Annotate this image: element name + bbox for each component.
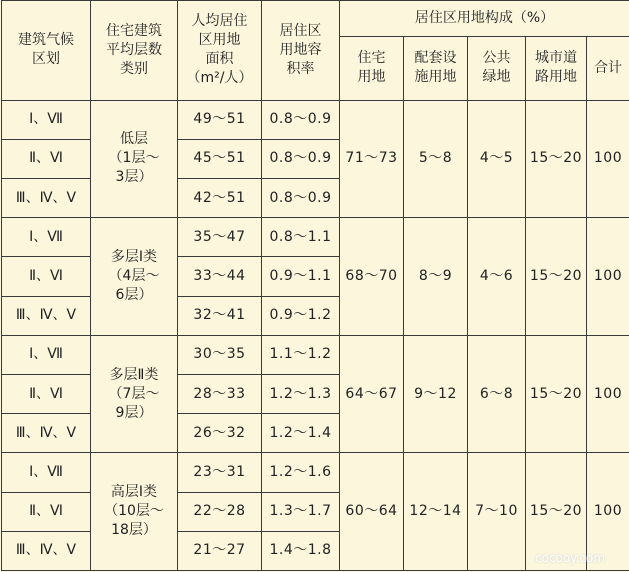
header-category: 住宅建筑 平均层数 类别 — [91, 1, 178, 101]
far-cell: 1.3～1.7 — [262, 492, 340, 531]
residential-cell: 60～64 — [340, 453, 404, 571]
area-cell: 33～44 — [178, 257, 262, 296]
far-cell: 1.1～1.2 — [262, 335, 340, 374]
area-cell: 35～47 — [178, 218, 262, 257]
header-green: 公共 绿地 — [468, 37, 526, 100]
category-cell: 多层Ⅰ类 （4层～ 6层） — [91, 218, 178, 336]
zone-cell: Ⅱ、Ⅵ — [2, 374, 91, 413]
area-cell: 23～31 — [178, 453, 262, 492]
header-facility: 配套设 施用地 — [404, 37, 468, 100]
zone-cell: Ⅱ、Ⅵ — [2, 139, 91, 178]
green-cell: 4～6 — [468, 218, 526, 336]
facility-cell: 5～8 — [404, 100, 468, 218]
header-road: 城市道 路用地 — [526, 37, 587, 100]
table-row — [2, 218, 629, 257]
road-cell: 15～20 — [526, 218, 587, 336]
header-row-1 — [2, 1, 629, 37]
area-cell: 28～33 — [178, 374, 262, 413]
residential-cell: 71～73 — [340, 100, 404, 218]
category-cell: 多层Ⅱ类 （7层～ 9层） — [91, 335, 178, 453]
far-cell: 1.2～1.4 — [262, 414, 340, 453]
far-cell: 1.2～1.3 — [262, 374, 340, 413]
green-cell: 7～10 — [468, 453, 526, 571]
zone-cell: Ⅰ、Ⅶ — [2, 100, 91, 139]
facility-cell: 8～9 — [404, 218, 468, 336]
far-cell: 0.9～1.1 — [262, 257, 340, 296]
header-total: 合计 — [587, 37, 629, 100]
facility-cell: 9～12 — [404, 335, 468, 453]
zone-cell: Ⅲ、Ⅳ、Ⅴ — [2, 178, 91, 217]
zone-cell: Ⅱ、Ⅵ — [2, 257, 91, 296]
area-cell: 21～27 — [178, 531, 262, 570]
zone-cell: Ⅱ、Ⅵ — [2, 492, 91, 531]
far-cell: 1.4～1.8 — [262, 531, 340, 570]
zone-cell: Ⅰ、Ⅶ — [2, 335, 91, 374]
header-per-capita-area: 人均居住 区用地 面积 （m²/人） — [178, 1, 262, 101]
table-row — [2, 453, 629, 492]
total-cell: 100 — [587, 335, 629, 453]
green-cell: 6～8 — [468, 335, 526, 453]
header-residential: 住宅 用地 — [340, 37, 404, 100]
area-cell: 30～35 — [178, 335, 262, 374]
zone-cell: Ⅲ、Ⅳ、Ⅴ — [2, 296, 91, 335]
header-climate-zone: 建筑气候 区划 — [2, 1, 91, 101]
area-cell: 26～32 — [178, 414, 262, 453]
road-cell: 15～20 — [526, 100, 587, 218]
area-cell: 32～41 — [178, 296, 262, 335]
far-cell: 0.8～0.9 — [262, 139, 340, 178]
area-cell: 45～51 — [178, 139, 262, 178]
category-cell: 高层Ⅰ类 （10层～ 18层） — [91, 453, 178, 571]
zone-cell: Ⅰ、Ⅶ — [2, 218, 91, 257]
category-cell: 低层 （1层～ 3层） — [91, 100, 178, 218]
road-cell: 15～20 — [526, 335, 587, 453]
header-composition-title: 居住区用地构成（%） — [340, 1, 629, 37]
header-floor-area-ratio: 居住区 用地容 积率 — [262, 1, 340, 101]
land-use-table — [1, 0, 629, 571]
far-cell: 1.2～1.6 — [262, 453, 340, 492]
residential-cell: 64～67 — [340, 335, 404, 453]
road-cell: 15～20 — [526, 453, 587, 571]
green-cell: 4～5 — [468, 100, 526, 218]
far-cell: 0.9～1.2 — [262, 296, 340, 335]
area-cell: 42～51 — [178, 178, 262, 217]
far-cell: 0.8～0.9 — [262, 178, 340, 217]
far-cell: 0.8～1.1 — [262, 218, 340, 257]
area-cell: 49～51 — [178, 100, 262, 139]
total-cell: 100 — [587, 100, 629, 218]
zone-cell: Ⅲ、Ⅳ、Ⅴ — [2, 531, 91, 570]
facility-cell: 12～14 — [404, 453, 468, 571]
zone-cell: Ⅰ、Ⅶ — [2, 453, 91, 492]
area-cell: 22～28 — [178, 492, 262, 531]
zone-cell: Ⅲ、Ⅳ、Ⅴ — [2, 414, 91, 453]
total-cell: 100 — [587, 453, 629, 571]
residential-cell: 68～70 — [340, 218, 404, 336]
table-row — [2, 335, 629, 374]
table-row — [2, 100, 629, 139]
total-cell: 100 — [587, 218, 629, 336]
watermark: cocooy.com — [535, 551, 606, 565]
far-cell: 0.8～0.9 — [262, 100, 340, 139]
